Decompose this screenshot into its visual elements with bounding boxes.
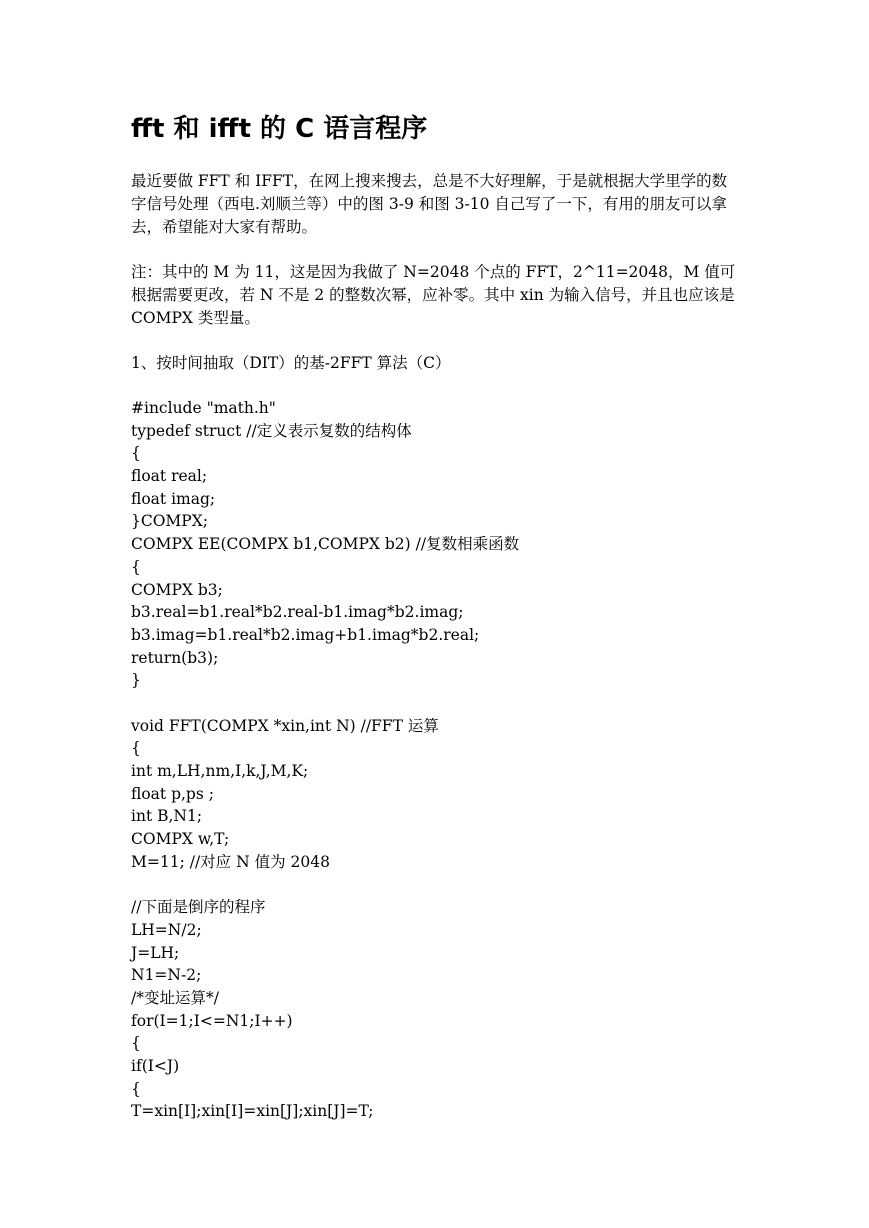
code-line: J=LH; xyxy=(131,943,180,962)
code-line: { xyxy=(131,1079,141,1098)
document-title: fft 和 ifft 的 C 语言程序 xyxy=(131,114,428,144)
code-line xyxy=(131,873,741,896)
code-line: { xyxy=(131,557,141,576)
code-line: } xyxy=(131,671,141,690)
code-line: void FFT(COMPX *xin,int N) //FFT 运算 xyxy=(131,716,439,735)
code-line: COMPX b3; xyxy=(131,580,223,599)
code-line: float p,ps ; xyxy=(131,784,214,803)
code-line: { xyxy=(131,739,141,758)
code-line: M=11; //对应 N 值为 2048 xyxy=(131,852,330,871)
code-line: b3.real=b1.real*b2.real-b1.imag*b2.imag; xyxy=(131,603,464,622)
document-page xyxy=(131,112,741,1123)
code-line: for(I=1;I<=N1;I++) xyxy=(131,1011,293,1030)
code-line xyxy=(131,692,741,715)
code-line: float real; xyxy=(131,467,208,486)
note-paragraph: 注：其中的 M 为 11，这是因为我做了 N=2048 个点的 FFT，2^11=2048，M 值可根据需要更改，若 N 不是 2 的整数次幂，应补零。其中 xin 为输入信号，并且也应该是 COMPX 类型量。 xyxy=(131,263,736,327)
code-line: #include "math.h" xyxy=(131,399,276,417)
code-block xyxy=(131,397,741,1123)
code-line: COMPX EE(COMPX b1,COMPX b2) //复数相乘函数 xyxy=(131,535,520,554)
code-line: return(b3); xyxy=(131,648,219,667)
code-line: if(I<J) xyxy=(131,1056,180,1075)
code-line: COMPX w,T; xyxy=(131,830,230,849)
code-line: { xyxy=(131,444,141,463)
code-line: LH=N/2; xyxy=(131,920,202,939)
code-line: N1=N-2; xyxy=(131,966,202,985)
code-line: int m,LH,nm,I,k,J,M,K; xyxy=(131,762,309,780)
section-heading: 1、按时间抽取（DIT）的基-2FFT 算法（C） xyxy=(131,354,451,372)
code-line: int B,N1; xyxy=(131,807,203,826)
code-line: T=xin[I];xin[I]=xin[J];xin[J]=T; xyxy=(131,1102,374,1121)
code-line: /*变址运算*/ xyxy=(131,988,219,1007)
code-line: b3.imag=b1.real*b2.imag+b1.imag*b2.real; xyxy=(131,625,480,644)
code-line: typedef struct //定义表示复数的结构体 xyxy=(131,421,412,440)
intro-paragraph: 最近要做 FFT 和 IFFT，在网上搜来搜去，总是不大好理解，于是就根据大学里学的数字信号处理（西电.刘顺兰等）中的图 3-9 和图 3-10 自己写了一下，有用的朋友可以拿去，希望能对大家有帮助。 xyxy=(131,172,728,236)
code-line: }COMPX; xyxy=(131,512,208,531)
code-line: { xyxy=(131,1034,141,1053)
code-line: float imag; xyxy=(131,489,216,508)
code-line: //下面是倒序的程序 xyxy=(131,898,266,917)
